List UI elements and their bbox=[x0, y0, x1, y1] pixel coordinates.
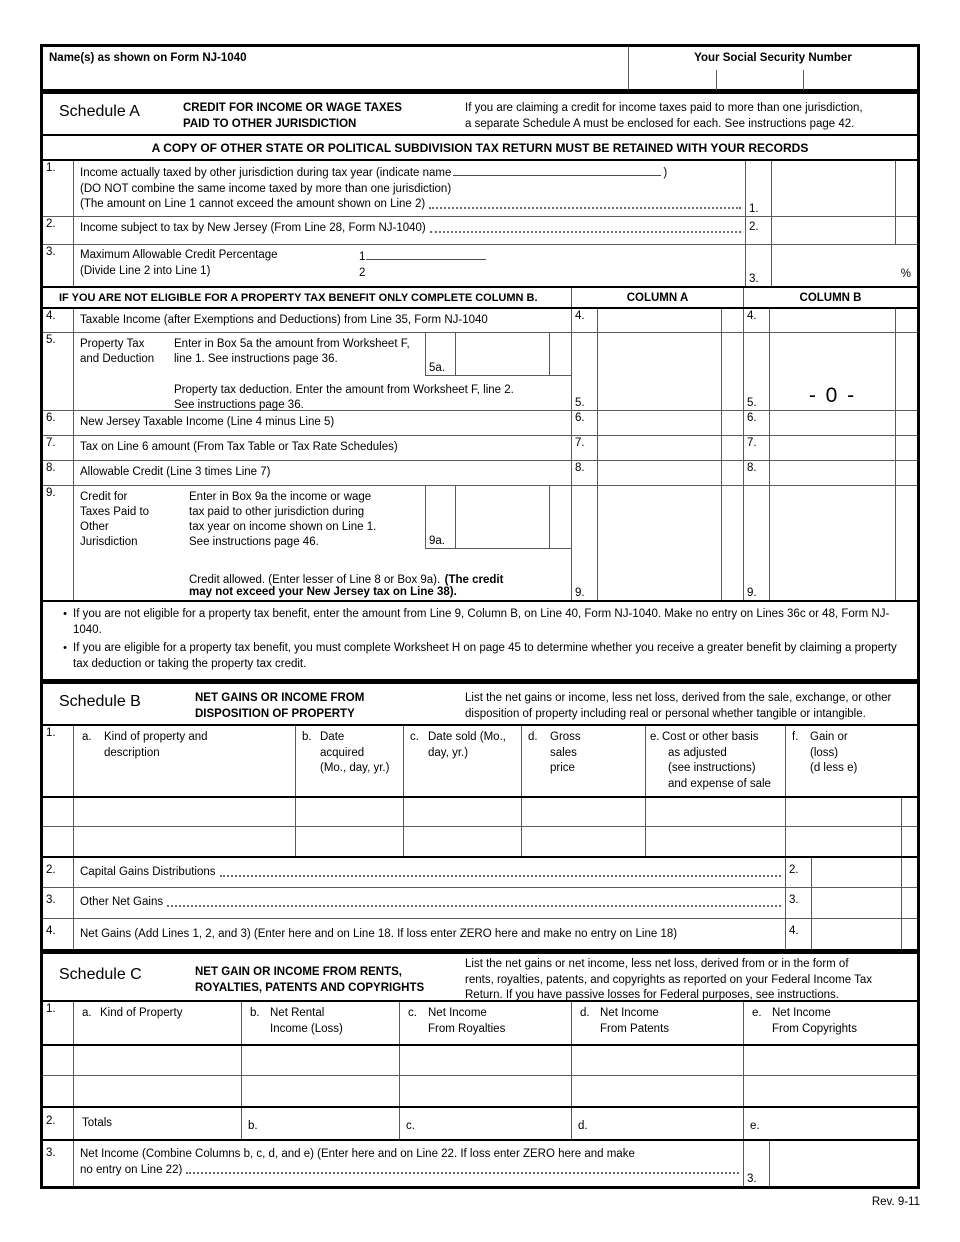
line-2-box-number-cell bbox=[745, 217, 771, 244]
box-5a-label-cell bbox=[426, 333, 456, 375]
schedule-b-line-4-box-number: 4. bbox=[785, 919, 811, 949]
schedule-c-line-3-text-a: Net Income (Combine Columns b, c, d, and e) (Enter here and on Line 22. If loss enter ZERO here and make bbox=[80, 1148, 635, 1160]
line-8-cents-b-input[interactable] bbox=[895, 461, 917, 485]
schedule-b-line-4-text: Net Gains (Add Lines 1, 2, and 3) (Enter here and on Line 18. If loss enter ZERO here and make no entry on Line 18) bbox=[73, 919, 785, 949]
c-col-e-letter: e. bbox=[752, 1007, 762, 1019]
c-col-c-letter: c. bbox=[408, 1007, 417, 1019]
line-9-cents-a-input[interactable] bbox=[721, 486, 743, 600]
schedule-b-line-3-amount-input[interactable] bbox=[811, 888, 901, 918]
schedule-b-line-4-amount-input[interactable] bbox=[811, 919, 901, 949]
line-8-amount-b-value bbox=[770, 461, 895, 465]
schedule-b-title-row bbox=[43, 682, 917, 724]
schedule-b-line-2-amount-input[interactable] bbox=[811, 858, 901, 887]
schedule-b-col-a-header bbox=[73, 726, 295, 796]
schedule-c-total-d[interactable] bbox=[571, 1108, 743, 1139]
line-6-text: New Jersey Taxable Income (Line 4 minus Line 5) bbox=[73, 411, 571, 435]
line-4-number: 4. bbox=[46, 310, 56, 322]
line-9-text-b2-bold: may not exceed your New Jersey tax on Line 38). bbox=[189, 586, 457, 598]
box-9a[interactable] bbox=[425, 485, 572, 549]
schedule-c-col-d-header bbox=[571, 1002, 743, 1044]
schedule-c-cell-d[interactable] bbox=[571, 1076, 743, 1106]
schedule-a-line-7 bbox=[43, 435, 917, 460]
line-1-text-a-end: ) bbox=[663, 167, 668, 179]
col-b-line-3: (Mo., day, yr.) bbox=[320, 762, 390, 774]
line-5-side-label-1: Property Tax bbox=[80, 338, 145, 350]
schedule-b-cell-b[interactable] bbox=[295, 827, 403, 856]
line-9-amount-a-input[interactable] bbox=[597, 486, 721, 600]
line-9-box-number-b-cell bbox=[743, 486, 769, 600]
line-9-side-label-2: Taxes Paid to bbox=[80, 506, 150, 518]
line-7-number: 7. bbox=[46, 437, 56, 449]
line-9-text-a4: See instructions page 46. bbox=[189, 536, 319, 548]
line-7-cents-a-input[interactable] bbox=[721, 436, 743, 460]
schedule-c-cell-c[interactable] bbox=[399, 1076, 571, 1106]
schedule-c-total-c[interactable] bbox=[399, 1108, 571, 1139]
schedule-b-line-3-cents-input[interactable] bbox=[901, 888, 917, 918]
row-spacer bbox=[43, 1046, 73, 1075]
schedule-c-total-e[interactable] bbox=[743, 1108, 917, 1139]
schedule-b-data-row bbox=[43, 796, 917, 826]
schedule-b-cell-f[interactable] bbox=[785, 798, 901, 826]
line-5-cents-a-input[interactable] bbox=[721, 333, 743, 410]
c-col-a-line-1: Kind of Property bbox=[100, 1007, 183, 1019]
schedule-b-line-4-cents-input[interactable] bbox=[901, 919, 917, 949]
schedule-b-line-3-dots bbox=[167, 905, 781, 907]
schedule-b-line-3-box-number: 3. bbox=[785, 888, 811, 918]
schedule-a-banner-row bbox=[43, 134, 917, 159]
line-3-numerator: 1 bbox=[359, 251, 366, 263]
line-8-number: 8. bbox=[46, 462, 56, 474]
schedule-c-cell-c[interactable] bbox=[399, 1046, 571, 1075]
line-4-amount-b-input[interactable] bbox=[769, 309, 895, 332]
line-1-number: 1. bbox=[46, 162, 56, 174]
line-7-amount-a-value bbox=[598, 436, 721, 440]
line-5-amount-a-input[interactable] bbox=[597, 333, 721, 410]
schedule-b-line-3 bbox=[43, 887, 917, 918]
schedule-c-cell-e[interactable] bbox=[743, 1046, 917, 1075]
c-col-b-letter: b. bbox=[250, 1007, 260, 1019]
col-f-line-3: (d less e) bbox=[810, 762, 858, 774]
box-5a[interactable] bbox=[425, 332, 572, 376]
line-2-box-number: 2. bbox=[749, 221, 759, 233]
box-5a-cents-input[interactable] bbox=[549, 333, 571, 375]
line-9-side-label-1: Credit for bbox=[80, 491, 128, 503]
schedule-b-line-2-box-number: 2. bbox=[785, 858, 811, 887]
col-b-line-1: Date bbox=[320, 731, 345, 743]
line-5-text-a2: line 1. See instructions page 36. bbox=[174, 353, 338, 365]
schedule-b-title-line2: DISPOSITION OF PROPERTY bbox=[195, 707, 355, 720]
column-a-header: COLUMN A bbox=[571, 288, 743, 307]
schedule-b-line-2-amount-value bbox=[812, 858, 901, 864]
line-9-number: 9. bbox=[46, 487, 56, 499]
c-col-b-line-2: Income (Loss) bbox=[270, 1022, 343, 1035]
line-5-box-number-a: 5. bbox=[575, 397, 585, 409]
line-8-amount-a-value bbox=[598, 461, 721, 465]
line-8-amount-a-input[interactable] bbox=[597, 461, 721, 485]
schedule-c-col-b-header bbox=[241, 1002, 399, 1044]
schedule-c-cell-a[interactable] bbox=[73, 1046, 241, 1075]
col-e-letter: e. bbox=[650, 731, 660, 743]
schedule-b-col-d-header bbox=[521, 726, 645, 796]
schedule-b-cell-a[interactable] bbox=[73, 798, 295, 826]
c-col-d-letter: d. bbox=[580, 1007, 590, 1019]
col-e-line-1: Cost or other basis bbox=[662, 731, 759, 743]
schedule-b-line-4-amount-value bbox=[812, 919, 901, 925]
line-2-number: 2. bbox=[46, 218, 56, 230]
schedule-b-cell-f-cents[interactable] bbox=[901, 827, 917, 856]
row-spacer bbox=[43, 1076, 73, 1106]
schedule-c-line-3-amount-input[interactable] bbox=[769, 1141, 917, 1186]
schedule-c-cell-d[interactable] bbox=[571, 1046, 743, 1075]
line-4-box-number-a: 4. bbox=[571, 309, 597, 332]
schedule-b-line-2-text: Capital Gains Distributions bbox=[80, 866, 216, 878]
schedule-a-line-9 bbox=[43, 485, 917, 600]
schedule-b-cell-d[interactable] bbox=[521, 798, 645, 826]
col-c-line-2: day, yr.) bbox=[428, 746, 469, 759]
c-col-e-line-1: Net Income bbox=[772, 1007, 831, 1019]
line-2-amount-value bbox=[772, 217, 895, 222]
schedule-b-line-2-dots bbox=[220, 875, 781, 877]
schedule-c-total-b[interactable] bbox=[241, 1108, 399, 1139]
schedule-c-note-line3: Return. If you have passive losses for Federal purposes, see instructions. bbox=[465, 989, 839, 1001]
line-3-box-number-cell bbox=[745, 245, 771, 286]
box-9a-input[interactable] bbox=[456, 486, 549, 548]
schedule-b-line-2 bbox=[43, 856, 917, 887]
schedule-c-line-3 bbox=[43, 1139, 917, 1186]
line-9-cents-b-input[interactable] bbox=[895, 486, 917, 600]
col-a-line-2: description bbox=[104, 746, 160, 759]
line-1-text-c: (The amount on Line 1 cannot exceed the amount shown on Line 2) bbox=[80, 198, 426, 210]
col-d-line-1: Gross bbox=[550, 731, 581, 743]
schedule-c-title-row bbox=[43, 952, 917, 1000]
row-spacer bbox=[43, 798, 73, 826]
line-4-amount-a-value bbox=[598, 309, 721, 313]
ssn-field-cell[interactable] bbox=[628, 47, 917, 89]
box-5a-input[interactable] bbox=[456, 333, 549, 375]
schedule-c-total-e-letter: e. bbox=[750, 1120, 760, 1132]
line-8-cents-a-input[interactable] bbox=[721, 461, 743, 485]
line-6-box-number-b: 6. bbox=[743, 411, 769, 435]
line-5-cents-b-input[interactable] bbox=[895, 333, 917, 410]
col-c-line-1: Date sold (Mo., bbox=[428, 731, 506, 743]
line-8-box-number-a: 8. bbox=[571, 461, 597, 485]
line-3-denominator: 2 bbox=[359, 266, 366, 279]
schedule-a-column-header-row bbox=[43, 286, 917, 307]
schedule-a-bullet-notes bbox=[43, 600, 917, 679]
line-7-box-number-b: 7. bbox=[743, 436, 769, 460]
schedule-b-line-2-number: 2. bbox=[46, 864, 56, 876]
line-7-box-number-a: 7. bbox=[571, 436, 597, 460]
c-col-c-line-2: From Royalties bbox=[428, 1022, 506, 1035]
bullet-dot-icon: • bbox=[63, 642, 67, 654]
line-9-text-a1: Enter in Box 9a the income or wage bbox=[189, 491, 372, 503]
schedule-b-cell-c[interactable] bbox=[403, 827, 521, 856]
schedule-c-data-row bbox=[43, 1044, 917, 1075]
schedule-c-line-2 bbox=[43, 1106, 917, 1139]
schedule-c-col-c-header bbox=[399, 1002, 571, 1044]
col-a-letter: a. bbox=[82, 731, 92, 743]
col-e-line-4: and expense of sale bbox=[668, 777, 771, 790]
schedule-c-data-row bbox=[43, 1075, 917, 1106]
line-1-box-number-cell bbox=[745, 161, 771, 216]
bullet-note-2-text: If you are eligible for a property tax benefit, you must complete Worksheet H on page 45 to determine whether you receive a greater benefit by claiming a property tax deduction or taking the property tax credit. bbox=[73, 642, 897, 670]
schedule-a-title-row bbox=[43, 92, 917, 134]
schedule-c-cell-b[interactable] bbox=[241, 1046, 399, 1075]
schedule-a-line-8 bbox=[43, 460, 917, 485]
schedule-c-line-2-number: 2. bbox=[46, 1115, 56, 1127]
box-9a-label: 9a. bbox=[429, 535, 445, 547]
schedule-c-badge: Schedule C bbox=[59, 966, 142, 983]
line-9-box-number-b: 9. bbox=[747, 587, 757, 599]
name-field-label: Name(s) as shown on Form NJ-1040 bbox=[49, 52, 247, 64]
line-5-box-number-a-cell bbox=[571, 333, 597, 410]
schedule-b-block bbox=[40, 679, 920, 949]
line-5-text-b1: Property tax deduction. Enter the amount from Worksheet F, line 2. bbox=[174, 384, 514, 396]
schedule-b-col-f-header bbox=[785, 726, 917, 796]
schedule-c-title-line2: ROYALTIES, PATENTS AND COPYRIGHTS bbox=[195, 981, 425, 994]
col-f-line-2: (loss) bbox=[810, 746, 839, 759]
schedule-c-col-a-header bbox=[73, 1002, 241, 1044]
line-1-amount-input[interactable] bbox=[771, 161, 895, 216]
line-3-number: 3. bbox=[46, 246, 56, 258]
col-d-line-2: sales bbox=[550, 746, 577, 759]
line-6-cents-b-input[interactable] bbox=[895, 411, 917, 435]
c-col-e-line-2: From Copyrights bbox=[772, 1022, 857, 1035]
line-7-amount-a-input[interactable] bbox=[597, 436, 721, 460]
line-5-text-b2: See instructions page 36. bbox=[174, 399, 304, 411]
schedule-c-column-headers bbox=[43, 1000, 917, 1044]
box-5a-label: 5a. bbox=[429, 362, 445, 374]
schedule-a-line-3 bbox=[43, 244, 917, 286]
schedule-b-line-1-number: 1. bbox=[46, 727, 56, 739]
schedule-c-cell-b[interactable] bbox=[241, 1076, 399, 1106]
schedule-b-line-3-text: Other Net Gains bbox=[80, 896, 164, 908]
line-5-number: 5. bbox=[46, 334, 56, 346]
line-9-side-label-3: Other bbox=[80, 521, 109, 533]
column-eligibility-note: IF YOU ARE NOT ELIGIBLE FOR A PROPERTY TAX BENEFIT ONLY COMPLETE COLUMN B. bbox=[59, 292, 538, 304]
schedule-b-line-3-number: 3. bbox=[46, 894, 56, 906]
box-9a-value bbox=[456, 486, 549, 530]
line-5-amount-b-input[interactable] bbox=[769, 333, 895, 410]
box-5a-value bbox=[456, 333, 549, 357]
schedule-c-block bbox=[40, 949, 920, 1189]
line-9-text-a3: tax year on income shown on Line 1. bbox=[189, 521, 377, 533]
line-7-text: Tax on Line 6 amount (From Tax Table or Tax Rate Schedules) bbox=[73, 436, 571, 460]
line-1-text-b: (DO NOT combine the same income taxed by more than one jurisdiction) bbox=[80, 182, 452, 195]
schedule-b-line-3-amount-value bbox=[812, 888, 901, 894]
col-f-line-1: Gain or bbox=[810, 731, 848, 743]
line-5-side-label-2: and Deduction bbox=[80, 353, 155, 365]
line-5-text-a1: Enter in Box 5a the amount from Worksheet F, bbox=[174, 338, 410, 350]
line-6-amount-b-input[interactable] bbox=[769, 411, 895, 435]
line-1-cents-input[interactable] bbox=[895, 161, 917, 216]
col-a-line-1: Kind of property and bbox=[104, 731, 208, 743]
line-6-cents-a-input[interactable] bbox=[721, 411, 743, 435]
line-6-amount-a-input[interactable] bbox=[597, 411, 721, 435]
schedule-b-column-headers bbox=[43, 724, 917, 796]
schedule-b-note-line1: List the net gains or income, less net loss, derived from the sale, exchange, or other bbox=[465, 692, 892, 704]
taxpayer-header-block bbox=[40, 44, 920, 89]
revision-footer: Rev. 9-11 bbox=[871, 1196, 920, 1208]
schedule-a-title-line2: PAID TO OTHER JURISDICTION bbox=[183, 117, 357, 130]
c-col-a-letter: a. bbox=[82, 1007, 92, 1019]
schedule-a-line-6 bbox=[43, 410, 917, 435]
schedule-c-title-line1: NET GAIN OR INCOME FROM RENTS, bbox=[195, 966, 402, 978]
schedule-b-title-line1: NET GAINS OR INCOME FROM bbox=[195, 692, 365, 704]
line-3-fraction-input[interactable] bbox=[366, 248, 486, 260]
schedule-b-cell-b[interactable] bbox=[295, 798, 403, 826]
schedule-b-cell-c[interactable] bbox=[403, 798, 521, 826]
line-1-text-a: Income actually taxed by other jurisdiction during tax year (indicate name bbox=[80, 167, 452, 179]
schedule-b-line-4-number: 4. bbox=[46, 925, 56, 937]
form-sheet bbox=[40, 44, 920, 1189]
line-4-box-number-b: 4. bbox=[743, 309, 769, 332]
line-9-box-number-a: 9. bbox=[575, 587, 585, 599]
schedule-a-line-1 bbox=[43, 159, 917, 216]
line-7-cents-b-input[interactable] bbox=[895, 436, 917, 460]
line-6-amount-a-value bbox=[598, 411, 721, 415]
row-spacer bbox=[43, 827, 73, 856]
line-4-amount-b-value bbox=[770, 309, 895, 313]
line-2-text: Income subject to tax by New Jersey (From Line 28, Form NJ-1040) bbox=[80, 222, 426, 234]
schedule-c-note-line2: rents, royalties, patents, and copyrights as reported on your Federal Income Tax bbox=[465, 973, 872, 986]
line-9-amount-b-input[interactable] bbox=[769, 486, 895, 600]
line-8-amount-b-input[interactable] bbox=[769, 461, 895, 485]
line-8-text: Allowable Credit (Line 3 times Line 7) bbox=[73, 461, 571, 485]
line-4-cents-a-input[interactable] bbox=[721, 309, 743, 332]
schedule-c-col-e-header bbox=[743, 1002, 917, 1044]
line-9-box-number-a-cell bbox=[571, 486, 597, 600]
line-8-box-number-b: 8. bbox=[743, 461, 769, 485]
schedule-a-line-2 bbox=[43, 216, 917, 244]
col-e-line-2: as adjusted bbox=[668, 746, 727, 759]
line-3-percent-input[interactable] bbox=[771, 245, 917, 286]
line-3-box-number: 3. bbox=[749, 273, 759, 285]
schedule-b-cell-e[interactable] bbox=[645, 827, 785, 856]
line-6-amount-b-value bbox=[770, 411, 895, 415]
bullet-note-1-text: If you are not eligible for a property tax benefit, enter the amount from Line 9, Column B, on Line 40, Form NJ-1040. Make no entry on Lines 36c or 48, Form NJ-1040. bbox=[73, 608, 890, 636]
schedule-b-col-c-header bbox=[403, 726, 521, 796]
schedule-a-line-5 bbox=[43, 332, 917, 410]
line-7-amount-b-input[interactable] bbox=[769, 436, 895, 460]
schedule-c-total-d-letter: d. bbox=[578, 1120, 588, 1132]
line-2-leader-dots bbox=[430, 231, 741, 233]
line-5-amount-b-value: - 0 - bbox=[808, 384, 857, 407]
schedule-c-line-3-box-number: 3. bbox=[747, 1173, 757, 1185]
line-9-text-b1-bold: (The credit bbox=[444, 574, 504, 586]
schedule-b-cell-f[interactable] bbox=[785, 827, 901, 856]
schedule-b-cell-d[interactable] bbox=[521, 827, 645, 856]
c-col-b-line-1: Net Rental bbox=[270, 1007, 325, 1019]
schedule-c-line-1-number: 1. bbox=[46, 1003, 56, 1015]
c-col-c-line-1: Net Income bbox=[428, 1007, 487, 1019]
line-1-leader-dots bbox=[429, 207, 741, 209]
line-4-amount-a-input[interactable] bbox=[597, 309, 721, 332]
line-1-jurisdiction-input[interactable] bbox=[453, 164, 661, 176]
schedule-b-cell-e[interactable] bbox=[645, 798, 785, 826]
schedule-a-note-line2: a separate Schedule A must be enclosed for each. See instructions page 42. bbox=[465, 117, 855, 130]
line-3-text-a: Maximum Allowable Credit Percentage bbox=[80, 249, 278, 261]
schedule-c-total-c-letter: c. bbox=[406, 1120, 415, 1132]
line-7-amount-b-value bbox=[770, 436, 895, 440]
schedule-c-cell-a[interactable] bbox=[73, 1076, 241, 1106]
line-9-side-label-4: Jurisdiction bbox=[80, 536, 138, 548]
box-9a-label-cell bbox=[426, 486, 456, 548]
schedule-b-note-line2: disposition of property including real or personal whether tangible or intangible. bbox=[465, 707, 866, 720]
ssn-segment-3[interactable] bbox=[803, 70, 917, 90]
schedule-b-line-2-cents-input[interactable] bbox=[901, 858, 917, 887]
schedule-c-line-3-text-b: no entry on Line 22) bbox=[80, 1163, 183, 1176]
schedule-b-cell-f-cents[interactable] bbox=[901, 798, 917, 826]
schedule-b-badge: Schedule B bbox=[59, 693, 141, 710]
ssn-segment-1[interactable] bbox=[629, 70, 716, 90]
box-9a-cents-input[interactable] bbox=[549, 486, 571, 548]
bullet-note-2 bbox=[57, 641, 903, 672]
ssn-field-label: Your Social Security Number bbox=[694, 52, 852, 64]
bullet-dot-icon: • bbox=[63, 608, 67, 620]
schedule-c-line-3-box-number-cell bbox=[743, 1141, 769, 1186]
col-f-letter: f. bbox=[792, 731, 799, 743]
line-1-box-number: 1. bbox=[749, 203, 759, 215]
schedule-a-note-line1: If you are claiming a credit for income taxes paid to more than one jurisdiction, bbox=[465, 102, 863, 114]
schedule-a-badge: Schedule A bbox=[59, 103, 140, 120]
name-field-cell[interactable] bbox=[43, 47, 628, 89]
schedule-b-cell-a[interactable] bbox=[73, 827, 295, 856]
schedule-b-data-row bbox=[43, 826, 917, 856]
line-5-box-number-b: 5. bbox=[747, 397, 757, 409]
schedule-b-line-4 bbox=[43, 918, 917, 949]
percent-sign: % bbox=[900, 267, 911, 280]
schedule-c-line-3-number: 3. bbox=[46, 1147, 56, 1159]
bullet-note-1 bbox=[57, 607, 903, 638]
line-9-text-a2: tax paid to other jurisdiction during bbox=[189, 506, 365, 518]
col-b-line-2: acquired bbox=[320, 746, 365, 759]
schedule-c-cell-e[interactable] bbox=[743, 1076, 917, 1106]
line-4-cents-b-input[interactable] bbox=[895, 309, 917, 332]
line-2-cents-input[interactable] bbox=[895, 217, 917, 244]
line-3-text-b: (Divide Line 2 into Line 1) bbox=[80, 264, 211, 277]
line-6-box-number-a: 6. bbox=[571, 411, 597, 435]
line-9-text-b1: Credit allowed. (Enter lesser of Line 8 or Box 9a). bbox=[189, 574, 441, 586]
schedule-b-col-b-header bbox=[295, 726, 403, 796]
column-b-header: COLUMN B bbox=[743, 288, 917, 307]
line-6-number: 6. bbox=[46, 412, 56, 424]
col-e-line-3: (see instructions) bbox=[668, 762, 756, 774]
schedule-a-block bbox=[40, 89, 920, 679]
col-b-letter: b. bbox=[302, 731, 312, 743]
schedule-c-total-b-letter: b. bbox=[248, 1120, 258, 1132]
schedule-a-title-line1: CREDIT FOR INCOME OR WAGE TAXES bbox=[183, 102, 402, 114]
line-5-box-number-b-cell bbox=[743, 333, 769, 410]
schedule-c-totals-label: Totals bbox=[73, 1108, 241, 1139]
line-2-amount-input[interactable] bbox=[771, 217, 895, 244]
c-col-d-line-2: From Patents bbox=[600, 1022, 670, 1035]
col-d-line-3: price bbox=[550, 762, 575, 774]
schedule-a-line-4 bbox=[43, 307, 917, 332]
schedule-c-line-3-dots bbox=[186, 1172, 739, 1174]
schedule-b-col-e-header bbox=[645, 726, 785, 796]
c-col-d-line-1: Net Income bbox=[600, 1007, 659, 1019]
line-4-text: Taxable Income (after Exemptions and Deductions) from Line 35, Form NJ-1040 bbox=[73, 309, 571, 332]
schedule-a-banner: A COPY OF OTHER STATE OR POLITICAL SUBDIVISION TAX RETURN MUST BE RETAINED WITH YOUR RECORDS bbox=[151, 141, 809, 155]
ssn-segment-2[interactable] bbox=[716, 70, 804, 90]
col-c-letter: c. bbox=[410, 731, 419, 743]
col-d-letter: d. bbox=[528, 731, 538, 743]
schedule-c-note-line1: List the net gains or net income, less net loss, derived from or in the form of bbox=[465, 958, 849, 970]
